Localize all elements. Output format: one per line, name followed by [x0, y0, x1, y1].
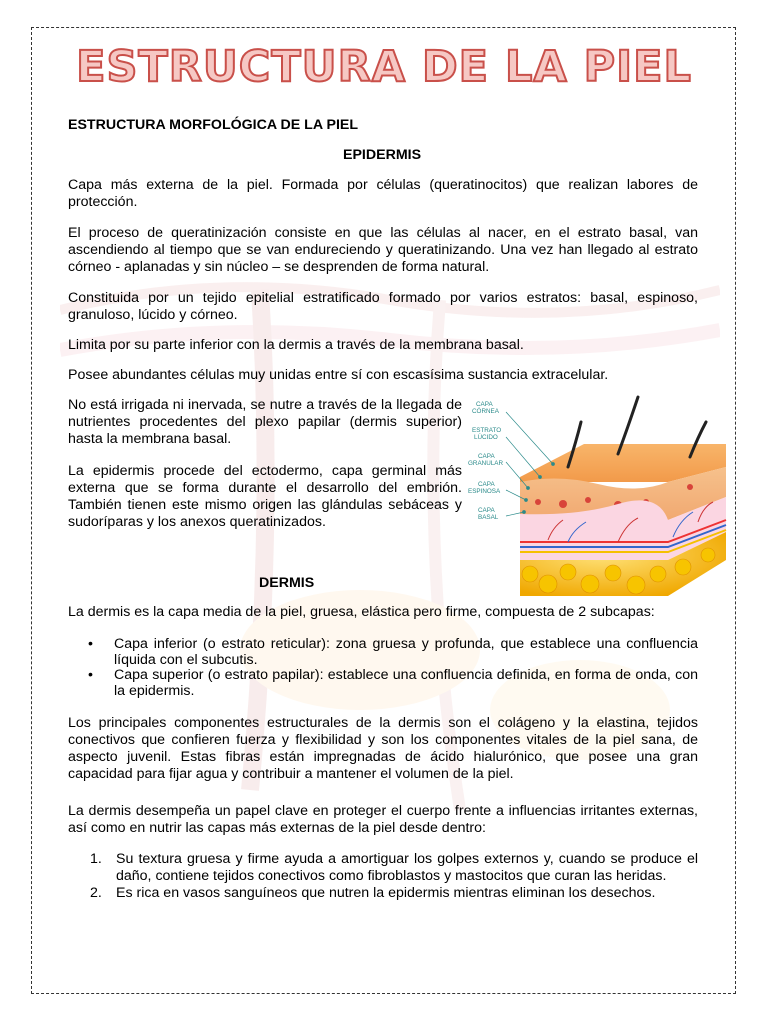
label-capa-basal-2: BASAL — [478, 514, 499, 521]
dermis-paragraph-1: La dermis es la capa media de la piel, gruesa, elástica pero firme, compuesta de 2 subcapas: — [68, 604, 655, 620]
label-estrato-lucido-2: LÚCIDO — [474, 434, 498, 441]
epidermis-paragraph-2: El proceso de queratinización consiste en que las células al nacer, en el estrato basal, van ascendiendo al tiempo que se van endureciendo y queratinizando. Una vez han llegado al estrato córneo - aplanadas y sin núcleo – se desprenden de forma natural. — [68, 225, 698, 275]
epidermis-paragraph-5: Posee abundantes células muy unidas entre sí con escasísima sustancia extracelular. — [68, 367, 609, 383]
dermis-paragraph-3: La dermis desempeña un papel clave en proteger el cuerpo frente a influencias irritantes externas, así como en nutrir las capas más externas de la piel desde dentro: — [68, 803, 698, 836]
list-item-text: Su textura gruesa y firme ayuda a amortiguar los golpes externos y, cuando se produce el daño, contiene tejidos conectivos como fibroblastos y mastocitos que curan las heridas. — [116, 851, 698, 884]
svg-text:CÓRNEA — [472, 406, 500, 415]
page-title: ESTRUCTURA DE LA PIEL — [76, 42, 692, 92]
epidermis-paragraph-6: No está irrigada ni inervada, se nutre a través de la llegada de nutrientes procedentes del plexo papilar (dermis superior) hasta la membrana basal. — [68, 397, 462, 447]
svg-text:ESPINOSA — [468, 488, 501, 495]
svg-text:ESTRATO — [472, 427, 501, 434]
label-capa-espinosa-1: CAPA — [478, 481, 495, 488]
list-item-text: Es rica en vasos sanguíneos que nutren la epidermis mientras eliminan los desechos. — [116, 885, 656, 901]
label-capa-granular-2: GRANULAR — [468, 460, 503, 467]
label-capa-granular-1: CAPA — [478, 453, 495, 460]
epidermis-paragraph-3: Constituida por un tejido epitelial estratificado formado por varios estratos: basal, espinoso, granuloso, lúcido y córneo. — [68, 290, 698, 323]
epidermis-heading: EPIDERMIS — [343, 147, 422, 163]
list-item: • Capa inferior (o estrato reticular): zona gruesa y profunda, que establece una confluencia líquida con el subcutis. — [68, 637, 698, 668]
svg-text:CAPA — [478, 481, 495, 488]
epidermis-paragraph-7: La epidermis procede del ectodermo, capa germinal más externa que se forma durante el desarrollo del embrión. También tienen este mismo origen las glándulas sebáceas y sudoríparas y los anexos queratinizados. — [68, 463, 462, 530]
dermis-subcapas-list — [68, 637, 698, 699]
svg-text:LÚCIDO — [474, 432, 498, 441]
list-item — [68, 885, 698, 902]
dermis-heading: DERMIS — [259, 575, 315, 591]
label-capa-cornea-1: CAPA — [476, 401, 493, 408]
label-estrato-lucido-1: ESTRATO — [472, 427, 502, 434]
skin-layers-illustration — [468, 392, 730, 598]
list-number: 2. — [90, 885, 102, 901]
svg-text:CAPA — [478, 507, 495, 514]
dermis-paragraph-2: Los principales componentes estructurales de la dermis son el colágeno y la elastina, tejidos conectivos que confieren fuerza y flexibilidad y son los componentes vitales de la piel sana, de aspecto juvenil. Estas fibras están impregnadas de ácido hialurónico, que posee una gran capacidad para fijar agua y contribuir a mantener el volumen de la piel. — [68, 715, 698, 782]
section-heading-main: ESTRUCTURA MORFOLÓGICA DE LA PIEL — [68, 117, 359, 133]
label-capa-espinosa-2: ESPINOSA — [468, 488, 501, 495]
svg-text:CAPA — [476, 401, 493, 408]
svg-text:GRANULAR — [468, 460, 503, 467]
svg-text:CAPA — [478, 453, 495, 460]
epidermis-paragraph-1: Capa más externa de la piel. Formada por células (queratinocitos) que realizan labores de protección. — [68, 177, 698, 210]
epidermis-paragraph-4: Limita por su parte inferior con la dermis a través de la membrana basal. — [68, 337, 524, 353]
list-item: • Capa superior (o estrato papilar): establece una confluencia definida, en forma de onda, con la epidermis. — [68, 668, 698, 699]
svg-text:BASAL — [478, 514, 499, 521]
label-capa-basal-1: CAPA — [478, 507, 495, 514]
dermis-functions-list — [68, 851, 698, 902]
list-number: 1. — [90, 851, 102, 867]
list-item — [68, 851, 698, 885]
label-capa-cornea-2: CÓRNEA — [472, 408, 499, 415]
